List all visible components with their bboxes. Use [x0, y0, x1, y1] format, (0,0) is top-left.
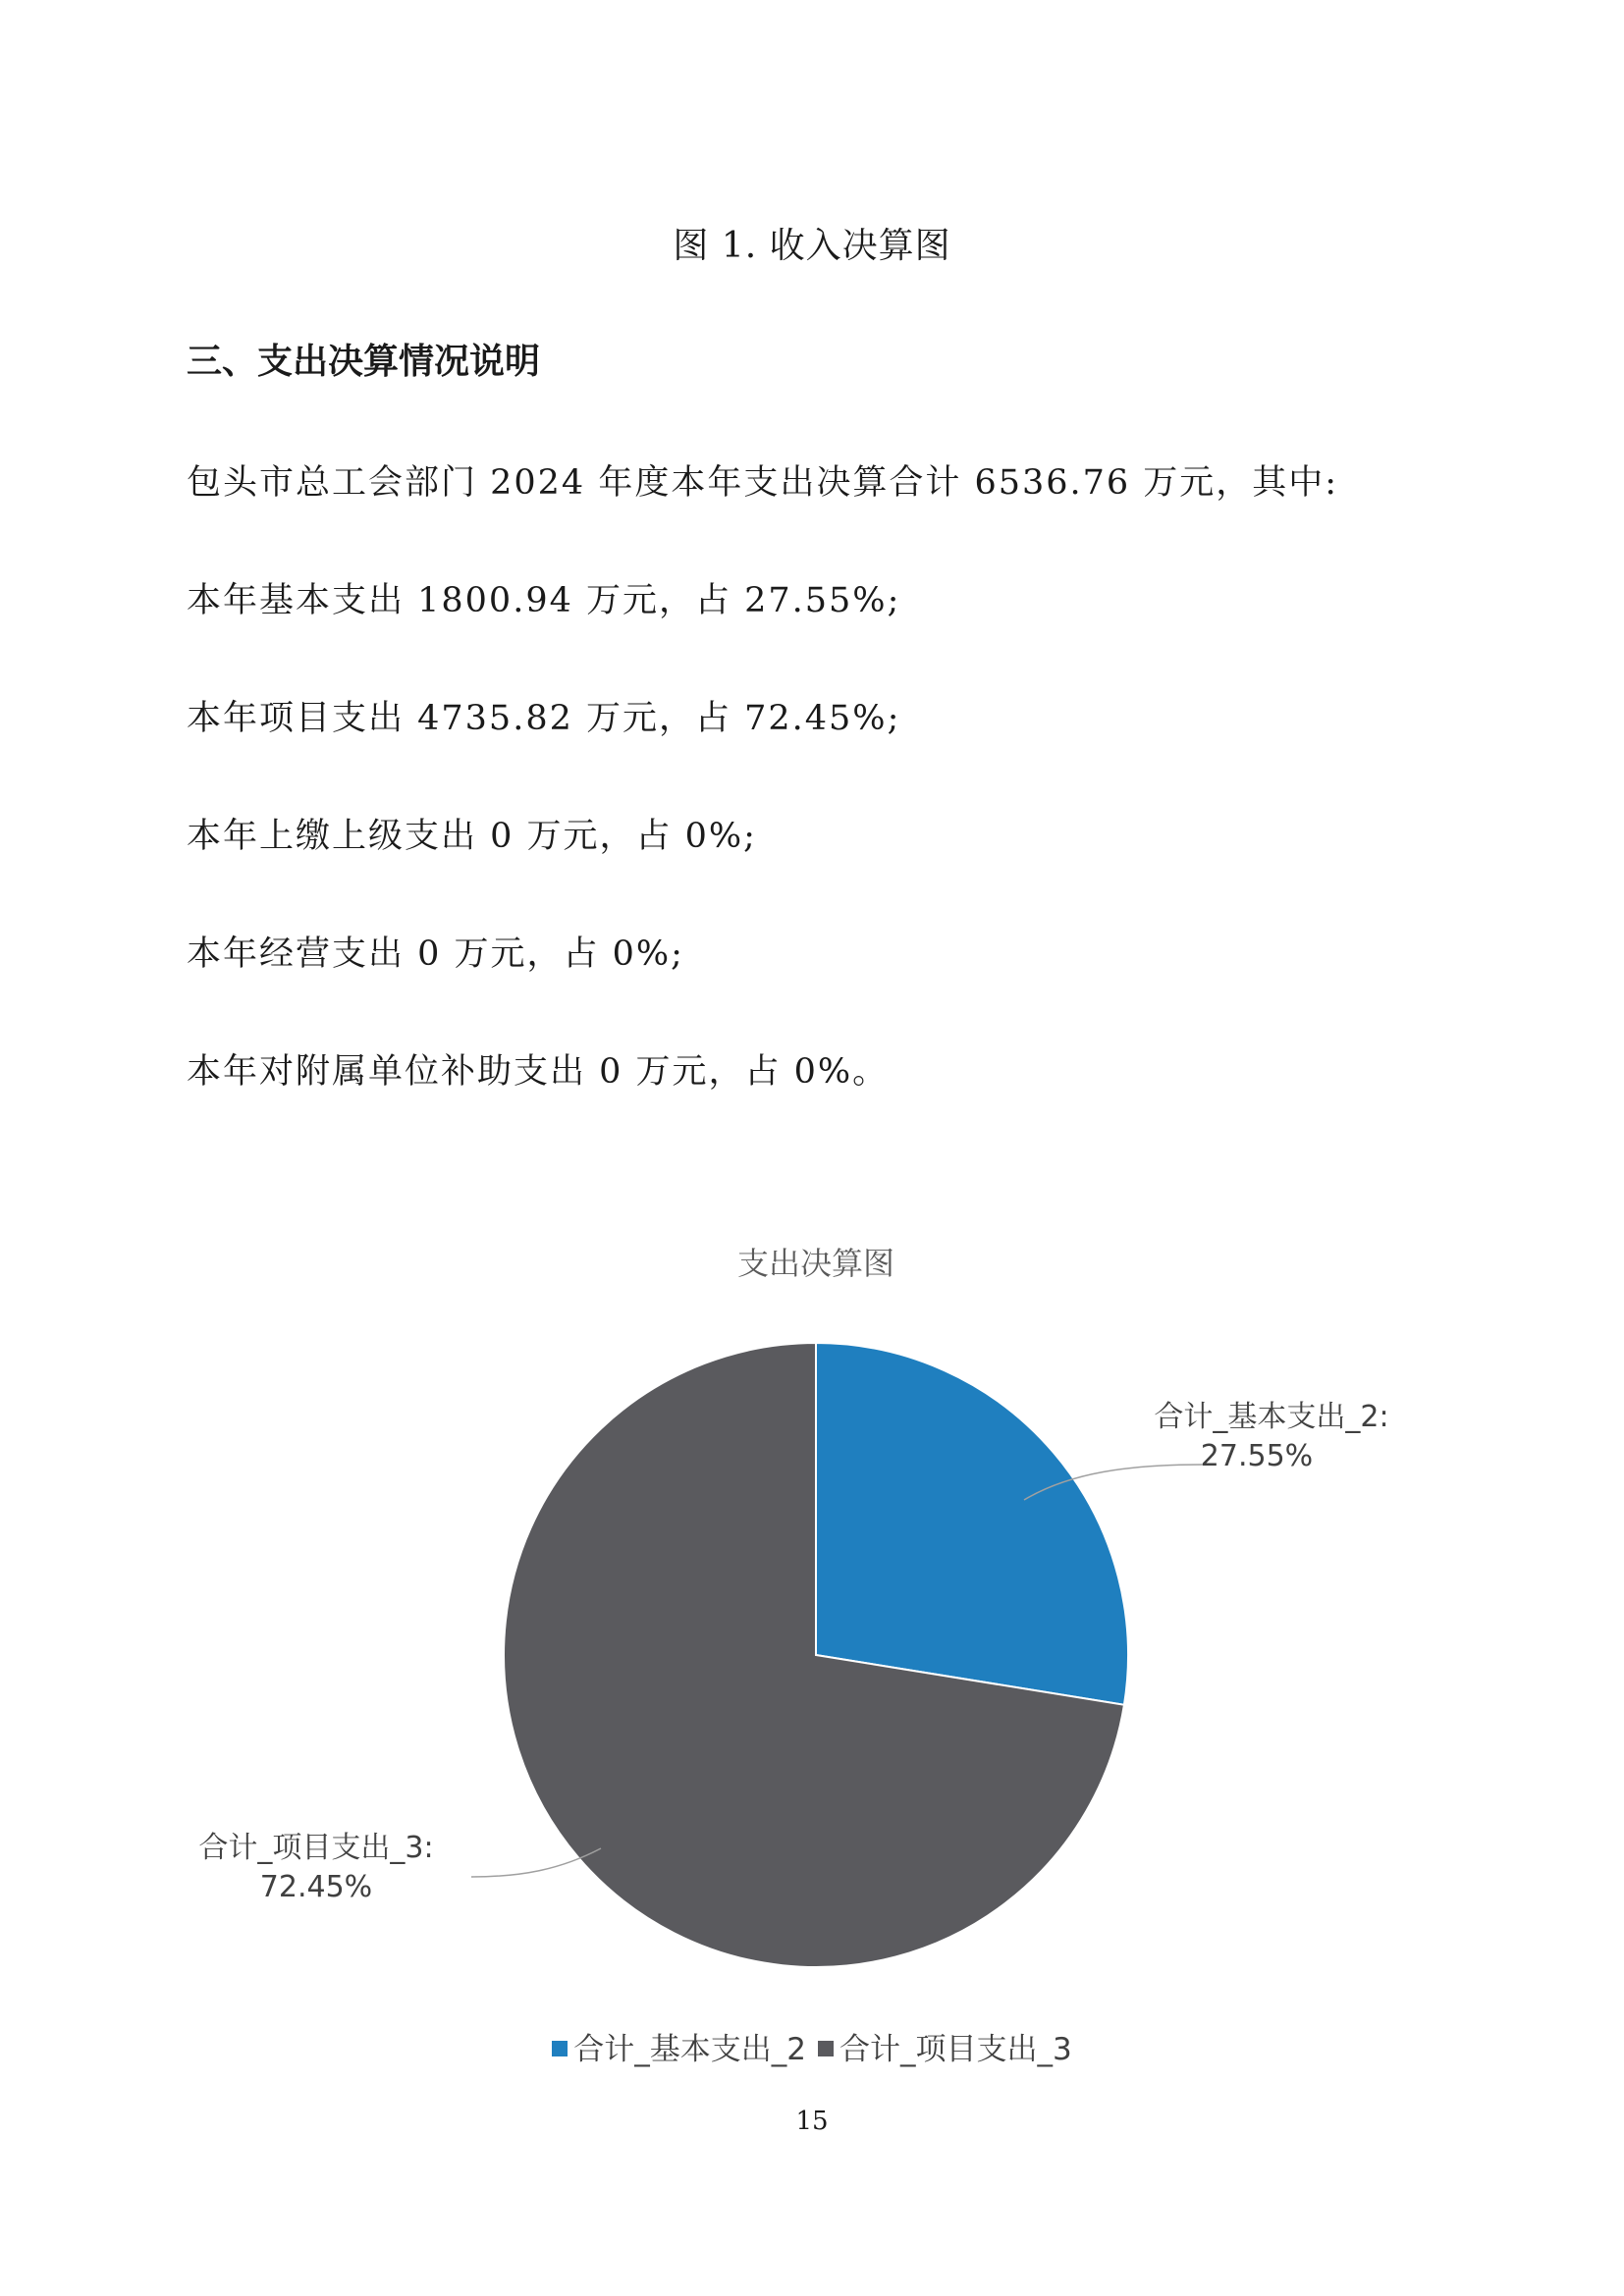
- pie-slice-basic: [816, 1343, 1128, 1705]
- chart-title: 支出决算图: [736, 1245, 895, 1282]
- paragraph-total: 包头市总工会部门 2024 年度本年支出决算合计 6536.76 万元，其中:: [187, 463, 1339, 503]
- legend-item-project: [818, 2024, 1072, 2068]
- paragraph-operating: 本年经营支出 0 万元，占 0%;: [187, 934, 684, 974]
- legend-item-basic: [552, 2024, 806, 2068]
- data-label-basic-value: 27.55%: [1200, 1439, 1314, 1473]
- legend-label-project: 合计_项目支出_3: [839, 2032, 1072, 2067]
- pie-slices: [504, 1343, 1128, 1967]
- section-heading: 三、支出决算情况说明: [187, 342, 541, 382]
- paragraph-subsidy: 本年对附属单位补助支出 0 万元，占 0%。: [187, 1052, 890, 1092]
- chart-legend: [0, 2024, 1624, 2068]
- legend-swatch-basic: [552, 2041, 568, 2056]
- data-label-project-name: 合计_项目支出_3:: [198, 1831, 434, 1865]
- legend-label-basic: 合计_基本支出_2: [573, 2032, 806, 2067]
- page-number: 15: [795, 2107, 829, 2136]
- figure-caption: 图 1. 收入决算图: [673, 226, 951, 266]
- paragraph-project: 本年项目支出 4735.82 万元，占 72.45%;: [187, 699, 901, 738]
- data-label-project-value: 72.45%: [259, 1870, 373, 1904]
- expenditure-pie-chart: [147, 1207, 1473, 2022]
- paragraph-upper: 本年上缴上级支出 0 万元，占 0%;: [187, 817, 757, 856]
- data-label-basic-name: 合计_基本支出_2:: [1154, 1400, 1389, 1434]
- legend-swatch-project: [818, 2041, 834, 2056]
- paragraph-basic: 本年基本支出 1800.94 万元，占 27.55%;: [187, 581, 901, 620]
